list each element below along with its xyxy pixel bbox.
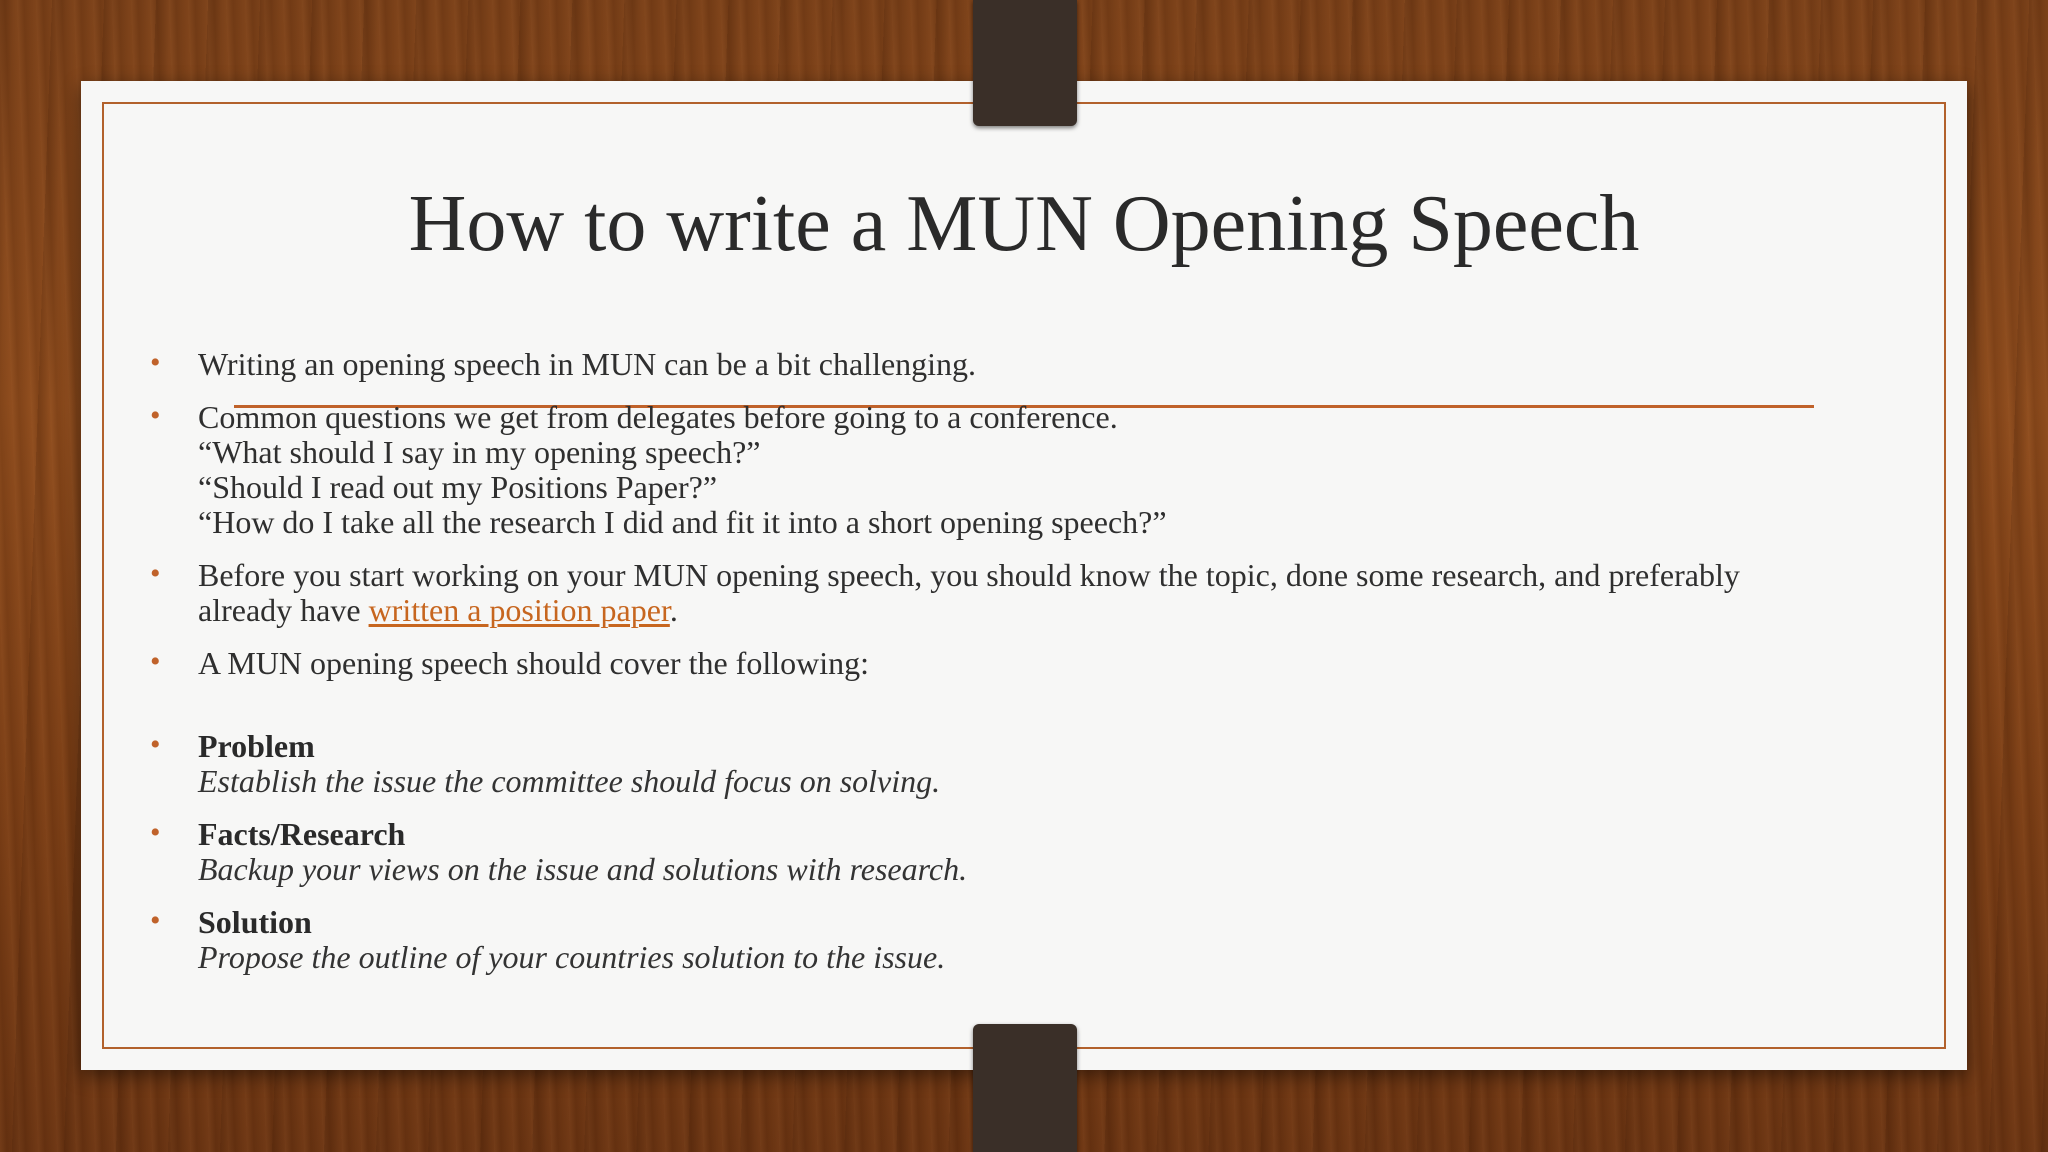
section-description: Propose the outline of your countries solution to the issue.	[198, 939, 946, 975]
slide-title: How to write a MUN Opening Speech	[408, 180, 1640, 268]
section-item-problem	[148, 729, 1908, 799]
bullet-dot-icon: •	[150, 904, 161, 937]
bullet-dot-icon: •	[150, 728, 161, 761]
section-heading: Facts/Research	[198, 816, 406, 852]
slide-body	[148, 347, 1908, 993]
binder-clip-top	[973, 0, 1077, 126]
bullet-text: Common questions we get from delegates before going to a conference.	[198, 399, 1118, 435]
bullet-text-prefix: already have	[198, 592, 369, 628]
bullet-item	[148, 400, 1908, 540]
binder-clip-bottom	[973, 1024, 1077, 1152]
section-description: Establish the issue the committee should focus on solving.	[198, 763, 941, 799]
section-heading: Problem	[198, 728, 315, 764]
section-heading: Solution	[198, 904, 312, 940]
quote-line: “How do I take all the research I did and fit it into a short opening speech?”	[198, 504, 1167, 540]
bullet-text: Writing an opening speech in MUN can be a bit challenging.	[198, 346, 977, 382]
section-description: Backup your views on the issue and solutions with research.	[198, 851, 968, 887]
bullet-text-suffix: .	[669, 592, 678, 628]
quote-line: “What should I say in my opening speech?”	[198, 434, 761, 470]
section-item-facts-research	[148, 817, 1908, 887]
bullet-dot-icon: •	[150, 645, 161, 678]
position-paper-link[interactable]: written a position paper	[368, 592, 670, 628]
bullet-text-continued	[198, 593, 1908, 628]
bullet-item	[148, 558, 1908, 628]
quote-line: “Should I read out my Positions Paper?”	[198, 469, 718, 505]
bullet-text: Before you start working on your MUN opening speech, you should know the topic, done some research, and preferably	[198, 557, 1740, 593]
section-item-solution	[148, 905, 1908, 975]
bullet-dot-icon: •	[150, 816, 161, 849]
bullet-item	[148, 646, 1908, 681]
bullet-dot-icon: •	[150, 346, 161, 379]
bullet-item	[148, 347, 1908, 382]
bullet-text: A MUN opening speech should cover the following:	[198, 645, 869, 681]
bullet-dot-icon: •	[150, 557, 161, 590]
bullet-dot-icon: •	[150, 399, 161, 432]
